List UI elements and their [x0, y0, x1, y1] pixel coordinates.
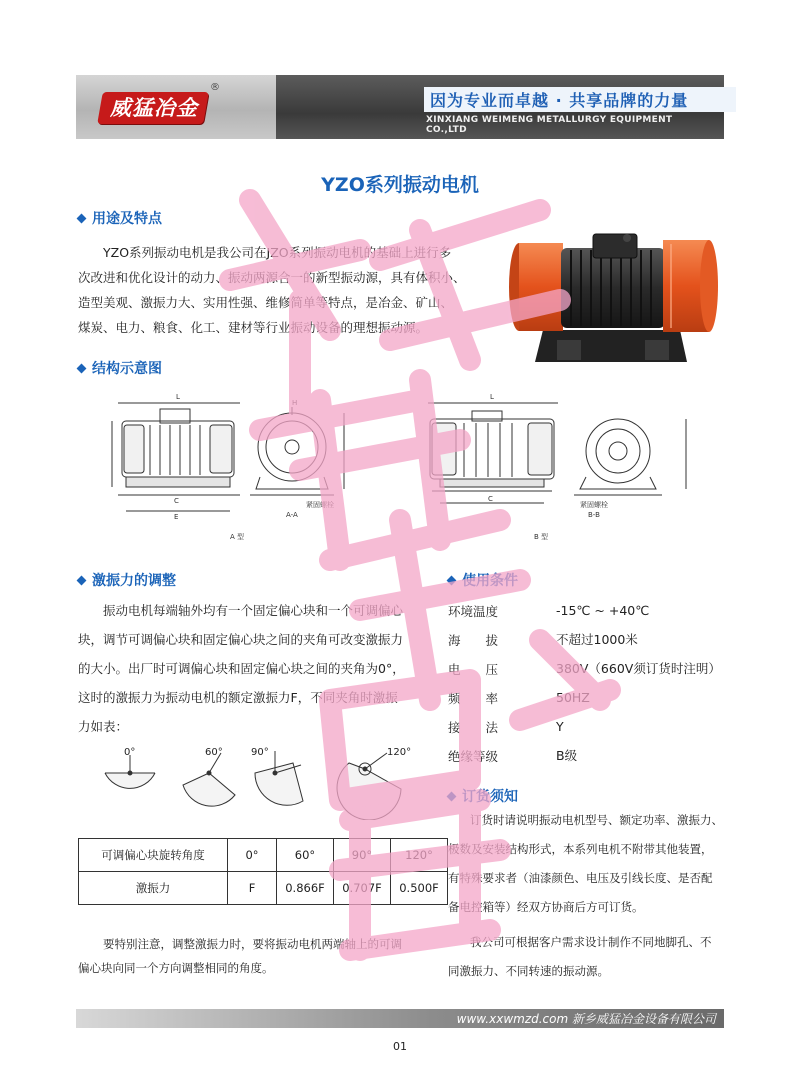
condition-value: -15℃ ~ +40℃: [556, 603, 650, 618]
eccentric-angle-diagrams: [95, 745, 425, 820]
diamond-bullet-icon: [77, 576, 87, 586]
eccentric-diagram-0: [105, 755, 155, 788]
header-slogan: 因为专业而卓越 · 共享品牌的力量: [424, 87, 736, 112]
condition-label: 频 率: [448, 691, 499, 706]
diamond-bullet-icon: [447, 792, 457, 802]
condition-label: 海 拔: [448, 633, 499, 648]
note-line: 要特别注意，调整激振力时，要将振动电机两端轴上的可调: [103, 937, 402, 951]
table-cell: 0.707F: [334, 872, 391, 905]
condition-label: 绝缘等级: [448, 749, 499, 764]
section-heading-structure: 结构示意图: [78, 358, 162, 378]
dim-label-l: L: [176, 393, 180, 401]
section-label-b: B-B: [588, 511, 600, 519]
footer-website-company: www.xxwmzd.com 新乡威猛冶金设备有限公司: [456, 1012, 716, 1026]
force-line: 力如表：: [78, 719, 129, 734]
order-line: 我公司可根据客户需求设计制作不同地脚孔、不: [470, 935, 712, 949]
force-line: 振动电机每端轴外均有一个固定偏心块和一个可调偏心: [103, 603, 404, 618]
dim-label-e: E: [174, 513, 179, 521]
condition-row: [448, 683, 718, 712]
page-title: YZO系列振动电机: [321, 174, 479, 196]
force-adjustment-table: [78, 838, 448, 905]
table-cell: 90°: [334, 839, 391, 872]
structure-diagram: [110, 385, 700, 545]
company-english-name: XINXIANG WEIMENG METALLURGY EQUIPMENT CO.,LTD: [426, 115, 673, 135]
eccentric-diagram-90: [255, 751, 303, 805]
condition-value: Y: [556, 719, 564, 734]
table-cell: 0.866F: [277, 872, 334, 905]
order-line: 同激振力、不同转速的振动源。: [448, 964, 609, 978]
order-paragraph-2: [448, 928, 728, 986]
table-cell: 60°: [277, 839, 334, 872]
force-note: [78, 932, 428, 980]
registered-mark: ®: [210, 82, 220, 93]
angle-label-0: 0°: [124, 747, 136, 758]
diagram-a-end-view: [250, 407, 344, 495]
usage-line: YZO系列振动电机是我公司在JZO系列振动电机的基础上进行多: [103, 245, 452, 260]
conditions-list: [448, 596, 721, 770]
force-line: 这时的激振力为振动电机的额定激振力F，不同夹角时激振: [78, 690, 398, 705]
usage-line: 煤炭、电力、粮食、化工、建材等行业振动设备的理想振动源。: [78, 320, 429, 335]
diagram-a-side-view: [112, 403, 240, 511]
table-row: [79, 839, 448, 872]
angle-label-90: 90°: [251, 747, 269, 758]
note-line: 偏心块向同一个方向调整相同的角度。: [78, 961, 274, 975]
condition-label: 环境温度: [448, 604, 499, 619]
anchor-bolt-label-b: 紧固螺栓: [580, 501, 608, 509]
force-line: 块，调节可调偏心块和固定偏心块之间的夹角可改变激振力: [78, 632, 404, 647]
order-line: 订货时请说明振动电机型号、额定功率、激振力、: [470, 813, 723, 827]
order-line: 备电控箱等）经双方协商后方可订货。: [448, 900, 644, 914]
page-header: [76, 75, 724, 139]
condition-row: [448, 741, 718, 770]
condition-value: B级: [556, 748, 578, 763]
diagram-b-side-view: [428, 403, 558, 503]
figure-label-b: B 型: [534, 533, 549, 541]
condition-value: 50HZ: [556, 690, 590, 705]
condition-value: 380V（660V须订货时注明）: [556, 661, 721, 676]
order-line: 极数及安装结构形式，本系列电机不附带其他装置，: [448, 842, 713, 856]
usage-line: 次改进和优化设计的动力、振动两源合一的新型振动源，具有体积小、: [78, 270, 466, 285]
order-line: 有特殊要求者（油漆颜色、电压及引线长度、是否配: [448, 871, 713, 885]
diagram-b-end-view: [574, 419, 686, 495]
anchor-bolt-label-a: 紧固螺栓: [306, 501, 334, 509]
table-cell: 0°: [228, 839, 277, 872]
section-heading-order: 订货须知: [448, 786, 518, 806]
angle-label-60: 60°: [205, 747, 223, 758]
table-row: [79, 872, 448, 905]
diamond-bullet-icon: [77, 364, 87, 374]
section-label-a: A-A: [286, 511, 298, 519]
page-number: 01: [393, 1040, 407, 1053]
table-cell: 120°: [391, 839, 448, 872]
condition-row: [448, 596, 718, 625]
table-cell: 激振力: [79, 872, 228, 905]
section-heading-usage: 用途及特点: [78, 208, 162, 228]
usage-line: 造型美观、激振力大、实用性强、维修简单等特点，是冶金、矿山、: [78, 295, 454, 310]
eccentric-diagram-60: [183, 753, 235, 806]
vibration-motor-photo: [505, 222, 720, 372]
footer-bar: [76, 1009, 724, 1028]
angle-label-120: 120°: [387, 747, 412, 758]
header-logo-panel: [76, 75, 276, 139]
condition-row: [448, 712, 718, 741]
condition-label: 电 压: [448, 662, 499, 677]
eccentric-diagram-120: [337, 753, 401, 820]
table-cell: 可调偏心块旋转角度: [79, 839, 228, 872]
dim-label-h: H: [292, 399, 298, 407]
company-logo: 威猛冶金: [110, 95, 198, 120]
section-heading-force: 激振力的调整: [78, 570, 176, 590]
diamond-bullet-icon: [447, 576, 457, 586]
dim-label-c: C: [174, 497, 179, 505]
condition-value: 不超过1000米: [556, 632, 638, 647]
condition-label: 接 法: [448, 720, 499, 735]
force-paragraph: [78, 596, 448, 741]
section-heading-conditions: 使用条件: [448, 570, 518, 590]
dim-label-l-b: L: [490, 393, 494, 401]
diamond-bullet-icon: [77, 214, 87, 224]
header-band: [276, 75, 724, 139]
table-cell: 0.500F: [391, 872, 448, 905]
condition-row: [448, 654, 721, 683]
usage-paragraph: [78, 240, 503, 340]
dim-label-c-b: C: [488, 495, 493, 503]
force-line: 的大小。出厂时可调偏心块和固定偏心块之间的夹角为0°，: [78, 661, 405, 676]
condition-row: [448, 625, 718, 654]
table-cell: F: [228, 872, 277, 905]
order-paragraph: [448, 806, 728, 922]
figure-label-a: A 型: [230, 533, 245, 541]
